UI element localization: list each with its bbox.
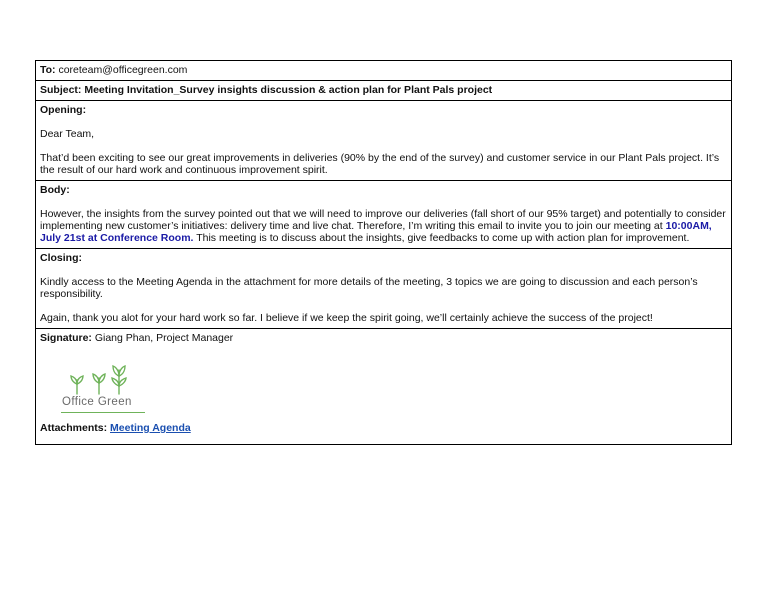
closing-label: Closing: [40,252,82,264]
signature-label: Signature: [40,332,92,344]
logo-text: Office Green [62,396,132,408]
signature-section [36,329,731,444]
to-label: To: [40,64,56,76]
email-form [35,60,732,445]
subject-label: Subject: [40,84,82,96]
body-paragraph [40,208,727,244]
office-green-logo [59,362,149,410]
plant-sprouts-icon [59,362,149,396]
body-label: Body: [40,184,70,196]
closing-text-2: Again, thank you alot for your hard work so far. I believe if we keep the spirit going, we’ll certainly achieve the success of the project! [40,312,653,324]
opening-label: Opening: [40,104,87,116]
to-row [36,61,731,81]
opening-text: That’d been exciting to see our great improvements in deliveries (90% by the end of the survey) and customer service in our Plant Pals project. It’s the result of our hard work and continuous improvement spirit. [40,152,720,176]
signature-value: Giang Phan, Project Manager [94,332,234,344]
to-value: coreteam@officegreen.com [58,64,188,76]
body-section [36,181,731,249]
body-text-2: This meeting is to discuss about the insights, give feedbacks to come up with action plan for improvement. [196,232,690,244]
closing-text-1: Kindly access to the Meeting Agenda in the attachment for more details of the meeting, 3 topics we are going to discussion and each person’s responsibility. [40,276,698,300]
attachments-label: Attachments: [40,422,108,434]
meeting-agenda-link[interactable]: Meeting Agenda [110,422,191,434]
meeting-time-highlight: 10:00AM, July 21st at Conference Room. [40,220,712,244]
opening-greeting: Dear Team, [40,128,95,140]
attachments-line [40,422,727,434]
subject-row [36,81,731,101]
signature-line [40,332,727,344]
opening-section [36,101,731,181]
subject-value: Meeting Invitation_Survey insights discussion & action plan for Plant Pals project [84,84,493,96]
closing-section [36,249,731,329]
logo-underline [61,412,145,413]
body-text-1: However, the insights from the survey pointed out that we will need to improve our deliveries (fall short of our 95% target) and potentially to consider implementing new customer’s initiatives: delivery time and live chat. Therefore, I’m writing this email to invite you to join our meeting at [40,208,726,232]
